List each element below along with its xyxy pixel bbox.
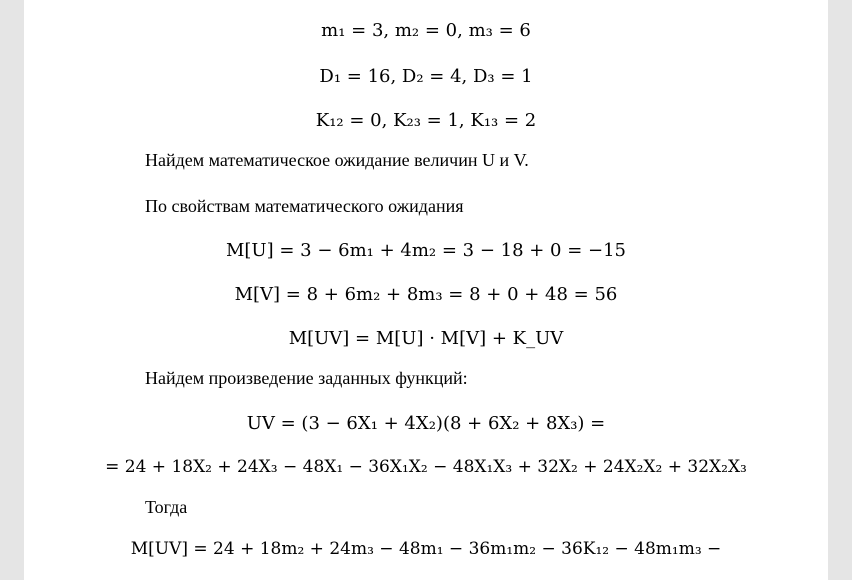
eq-uv-line — [24, 413, 828, 434]
eq-mu-line — [24, 240, 828, 261]
right-margin — [828, 0, 852, 580]
eq-mv: M[V] = 8 + 6m₂ + 8m₃ = 8 + 0 + 48 = 56 — [234, 284, 618, 305]
paragraph-properties — [145, 196, 464, 217]
para3: Найдем произведение заданных функций: — [145, 368, 468, 388]
para4: Тогда — [145, 497, 188, 517]
m-values: m₁ = 3, m₂ = 0, m₃ = 6 — [321, 20, 531, 41]
para2: По свойствам математического ожидания — [145, 196, 464, 216]
d-values: D₁ = 16, D₂ = 4, D₃ = 1 — [319, 66, 533, 87]
eq-mv-line — [24, 284, 828, 305]
m-values-line — [24, 20, 828, 41]
paragraph-then — [145, 497, 187, 518]
para1: Найдем математическое ожидание величин U и V. — [145, 150, 529, 170]
paragraph-product — [145, 368, 468, 389]
eq-final-line — [24, 539, 828, 559]
eq-expand-line — [24, 457, 828, 477]
eq-mu: M[U] = 3 − 6m₁ + 4m₂ = 3 − 18 + 0 = −15 — [225, 240, 627, 261]
eq-uv: UV = (3 − 6X₁ + 4X₂)(8 + 6X₂ + 8X₃) = — [246, 413, 606, 434]
k-values: K₁₂ = 0, K₂₃ = 1, K₁₃ = 2 — [315, 110, 537, 131]
document-page — [24, 0, 828, 580]
paragraph-expectation-intro — [145, 150, 529, 171]
left-margin — [0, 0, 24, 580]
d-values-line — [24, 66, 828, 87]
eq-muv: M[UV] = M[U] · M[V] + K_UV — [288, 328, 564, 349]
eq-muv-line — [24, 328, 828, 349]
k-values-line — [24, 110, 828, 131]
eq-final: M[UV] = 24 + 18m₂ + 24m₃ − 48m₁ − 36m₁m₂ − 36K₁₂ − 48m₁m₃ − — [130, 539, 722, 559]
eq-expand: = 24 + 18X₂ + 24X₃ − 48X₁ − 36X₁X₂ − 48X₁X₃ + 32X₂ + 24X₂X₂ + 32X₂X₃ — [105, 457, 747, 477]
